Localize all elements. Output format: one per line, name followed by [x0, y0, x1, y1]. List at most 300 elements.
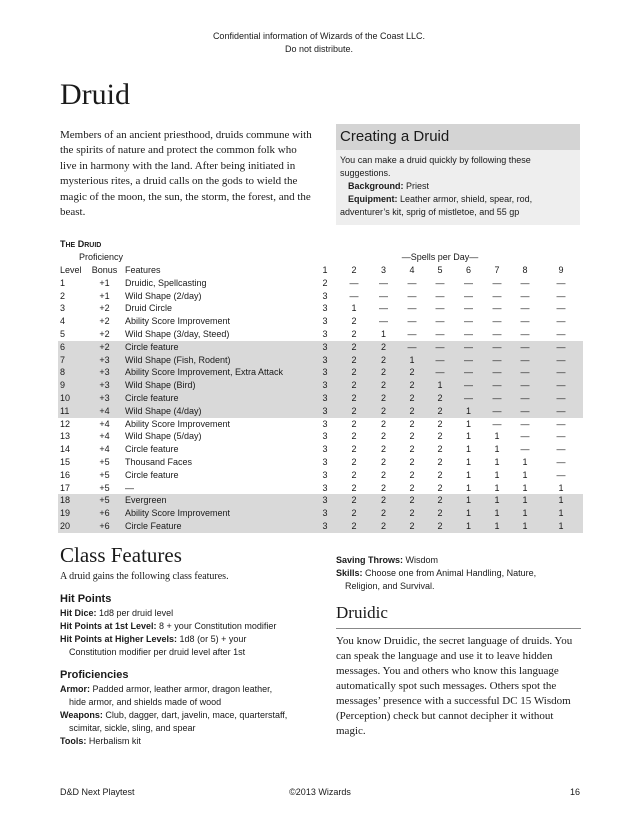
spell-slot-cell: 1: [522, 456, 528, 467]
bonus-cell: +2: [99, 316, 110, 327]
spell-slot-cell: 3: [322, 431, 328, 442]
bonus-cell: +3: [86, 392, 123, 405]
bonus-cell: +4: [86, 405, 123, 418]
spell-slot-cell: 1: [465, 469, 471, 480]
spell-slot-cell: —: [511, 392, 539, 405]
spell-slot-cell: —: [511, 366, 539, 379]
spell-slot-cell: 2: [351, 316, 357, 327]
spell-slot-cell: —: [379, 303, 388, 314]
spell-slot-cell: 2: [398, 392, 426, 405]
spell-slot-cell: 2: [398, 520, 426, 533]
spell-slot-cell: —: [454, 341, 483, 354]
table-row: [58, 507, 583, 520]
level-cell: 1: [60, 277, 66, 288]
column-header-spell-level-7: 7: [494, 265, 500, 275]
spell-slot-cell: —: [379, 290, 388, 301]
saving-throws-label: Saving Throws:: [336, 555, 404, 565]
spell-slot-cell: 2: [369, 354, 398, 367]
spell-slot-cell: 2: [380, 418, 386, 429]
spell-slot-cell: 2: [409, 469, 415, 480]
spell-slot-cell: —: [483, 379, 511, 392]
table-header-row: [58, 264, 583, 277]
saving-throws: [336, 554, 586, 567]
proficiency-header: Proficiency: [79, 252, 124, 262]
spell-slot-cell: —: [454, 354, 483, 367]
spell-slot-cell: —: [464, 303, 473, 314]
column-header-spell-level-6: 6: [465, 265, 471, 275]
spell-slot-cell: 2: [369, 341, 398, 354]
bonus-cell: +1: [99, 290, 110, 301]
spell-slot-cell: —: [556, 328, 566, 339]
table-title-d: D: [77, 239, 85, 249]
column-header-spell-level-9: 9: [558, 265, 564, 275]
spell-slot-cell: —: [435, 328, 445, 339]
table-title-ruid: RUID: [84, 242, 102, 249]
spell-slot-cell: 1: [558, 482, 564, 493]
spell-slot-cell: 2: [351, 418, 357, 429]
spell-slot-cell: —: [511, 354, 539, 367]
features-cell: —: [125, 482, 134, 493]
confidential-notice: [0, 30, 638, 56]
features-cell: Wild Shape (Fish, Rodent): [123, 354, 311, 367]
table-row: [58, 315, 583, 328]
table-row: [58, 418, 583, 431]
saves-and-skills: [336, 554, 586, 593]
table-title-he: HE: [65, 242, 76, 249]
intro-paragraph: Members of an ancient priesthood, druids commune with the spirits of nature and protect the common folk who live in harmony with the land. After being initiated in mysterious rites, a druid calls on the gods to wield the magic of the moon, the sun, the storm, the forest, and the beast.: [60, 129, 312, 219]
spell-slot-cell: —: [520, 277, 530, 288]
spell-slot-cell: —: [483, 354, 511, 367]
spell-slot-cell: 1: [511, 507, 539, 520]
spell-slot-cell: —: [539, 392, 583, 405]
spell-slot-cell: —: [520, 303, 530, 314]
bonus-cell: +1: [99, 277, 110, 288]
armor-label: Armor:: [60, 684, 91, 694]
spell-slot-cell: 1: [511, 520, 539, 533]
spell-slot-cell: 3: [322, 482, 328, 493]
spell-slot-cell: 2: [437, 482, 443, 493]
spell-slot-cell: —: [556, 290, 566, 301]
bonus-cell: +5: [86, 494, 123, 507]
weapons-cont: scimitar, sickle, sling, and spear: [69, 723, 196, 733]
spell-slot-cell: 2: [437, 431, 443, 442]
spell-slot-cell: 1: [465, 482, 471, 493]
tools-proficiency: [60, 735, 320, 748]
spell-slot-cell: —: [556, 277, 566, 288]
armor-value: Padded armor, leather armor, dragon leather,: [92, 684, 273, 694]
level-cell: 14: [60, 444, 71, 455]
hp-higher-value: 1d8 (or 5) + your: [179, 634, 247, 644]
spell-slot-cell: —: [407, 290, 417, 301]
spell-slot-cell: 2: [369, 494, 398, 507]
spell-slot-cell: 3: [322, 303, 328, 314]
spell-slot-cell: 1: [454, 405, 483, 418]
spell-slot-cell: 2: [369, 366, 398, 379]
spell-slot-cell: —: [492, 316, 502, 327]
spell-slot-cell: —: [520, 290, 530, 301]
spell-slot-cell: —: [539, 366, 583, 379]
sidebar-text: You can make a druid quickly by following these suggestions.: [340, 155, 531, 178]
spell-slot-cell: 2: [409, 482, 415, 493]
saving-throws-value: Wisdom: [405, 555, 439, 565]
skills: [336, 567, 586, 580]
hit-points-heading: Hit Points: [60, 593, 112, 605]
table-row: [58, 290, 583, 303]
spell-slot-cell: 2: [409, 456, 415, 467]
spell-slot-cell: 3: [322, 328, 328, 339]
hp-first-value: 8 + your Constitution modifier: [159, 621, 277, 631]
skills-label: Skills:: [336, 568, 363, 578]
hp-first-level: [60, 620, 320, 633]
features-cell: Wild Shape (3/day, Steed): [125, 328, 230, 339]
bonus-cell: +5: [99, 456, 110, 467]
spell-slot-cell: —: [492, 290, 502, 301]
table-row: [58, 430, 583, 443]
spell-slot-cell: —: [556, 444, 566, 455]
spell-slot-cell: —: [435, 303, 445, 314]
spell-slot-cell: 2: [339, 405, 369, 418]
spell-slot-cell: 2: [409, 418, 415, 429]
spell-slot-cell: —: [379, 316, 388, 327]
spell-slot-cell: —: [426, 341, 454, 354]
spell-slot-cell: —: [464, 328, 473, 339]
class-features-left-column: [60, 591, 320, 748]
features-cell: Thousand Faces: [125, 456, 193, 467]
level-cell: 11: [58, 405, 86, 418]
level-cell: 19: [58, 507, 86, 520]
weapons-proficiency: [60, 709, 320, 722]
spell-slot-cell: 3: [311, 405, 339, 418]
level-cell: 12: [60, 418, 71, 429]
table-row: [58, 443, 583, 456]
spell-slot-cell: 3: [322, 469, 328, 480]
level-cell: 7: [58, 354, 86, 367]
table-row: [58, 354, 583, 367]
spell-slot-cell: 2: [426, 494, 454, 507]
spell-slot-cell: —: [511, 405, 539, 418]
spell-slot-cell: 2: [409, 444, 415, 455]
spell-slot-cell: 2: [426, 405, 454, 418]
level-cell: 9: [58, 379, 86, 392]
spell-slot-cell: 1: [465, 456, 471, 467]
spell-slot-cell: —: [492, 303, 502, 314]
spell-slot-cell: 2: [339, 520, 369, 533]
spell-slot-cell: —: [492, 328, 502, 339]
spell-slot-cell: —: [407, 277, 417, 288]
spell-slot-cell: 2: [437, 444, 443, 455]
spell-slot-cell: —: [556, 469, 566, 480]
spell-slot-cell: 2: [380, 469, 386, 480]
spell-slot-cell: 2: [380, 482, 386, 493]
spell-slot-cell: —: [492, 277, 502, 288]
level-cell: 20: [58, 520, 86, 533]
spell-slot-cell: 1: [380, 328, 386, 339]
spell-slot-cell: —: [379, 277, 388, 288]
column-header-spell-level-1: 1: [322, 265, 328, 275]
spell-slot-cell: 3: [322, 290, 328, 301]
druidic-title: Druidic: [336, 602, 581, 629]
page-title: Druid: [60, 78, 130, 111]
spell-slot-cell: 1: [454, 520, 483, 533]
hit-dice-value: 1d8 per druid level: [99, 608, 174, 618]
table-row: [58, 379, 583, 392]
spell-slot-cell: 1: [494, 456, 500, 467]
table-row: [58, 366, 583, 379]
sidebar-title: Creating a Druid: [336, 124, 580, 150]
spell-slot-cell: —: [435, 316, 445, 327]
features-cell: Wild Shape (4/day): [123, 405, 311, 418]
bonus-cell: +2: [99, 328, 110, 339]
spell-slot-cell: —: [398, 341, 426, 354]
spell-slot-cell: 3: [322, 316, 328, 327]
spell-slot-cell: —: [464, 316, 473, 327]
weapons-value: Club, dagger, dart, javelin, mace, quarterstaff,: [105, 710, 288, 720]
spell-slot-cell: 1: [454, 507, 483, 520]
spell-slot-cell: 1: [351, 303, 357, 314]
spell-slot-cell: 3: [311, 520, 339, 533]
spell-slot-cell: 3: [311, 392, 339, 405]
spell-slot-cell: 3: [311, 366, 339, 379]
spell-slot-cell: 2: [426, 520, 454, 533]
hp-first-label: Hit Points at 1st Level:: [60, 621, 157, 631]
level-cell: 6: [58, 341, 86, 354]
spell-slot-cell: 2: [351, 328, 357, 339]
spell-slot-cell: —: [520, 316, 530, 327]
spell-slot-cell: —: [407, 303, 417, 314]
spell-slot-cell: —: [556, 456, 566, 467]
spell-slot-cell: —: [511, 341, 539, 354]
spell-slot-cell: 1: [494, 469, 500, 480]
spell-slot-cell: 1: [465, 444, 471, 455]
table-row: [58, 456, 583, 469]
spell-slot-cell: —: [426, 366, 454, 379]
spell-slot-cell: 2: [380, 444, 386, 455]
spell-slot-cell: 2: [339, 392, 369, 405]
spell-slot-cell: —: [349, 290, 359, 301]
hit-dice: [60, 607, 320, 620]
spell-slot-cell: —: [407, 316, 417, 327]
features-cell: Druidic, Spellcasting: [125, 277, 207, 288]
spell-slot-cell: 3: [322, 456, 328, 467]
table-row: [58, 328, 583, 341]
level-cell: 18: [58, 494, 86, 507]
spell-slot-cell: 1: [494, 482, 500, 493]
spell-slot-cell: —: [454, 379, 483, 392]
column-header-spell-level-8: 8: [522, 265, 528, 275]
spell-slot-cell: 2: [426, 392, 454, 405]
table-row: [58, 341, 583, 354]
spell-slot-cell: —: [483, 405, 511, 418]
confidential-line-1: Confidential information of Wizards of the Coast LLC.: [212, 31, 426, 41]
features-cell: Ability Score Improvement: [125, 316, 231, 327]
spell-slot-cell: —: [556, 303, 566, 314]
level-cell: 2: [60, 290, 66, 301]
spell-slot-cell: —: [483, 392, 511, 405]
table-row: [58, 277, 583, 290]
spell-slot-cell: —: [511, 379, 539, 392]
level-cell: 10: [58, 392, 86, 405]
spell-slot-cell: 2: [322, 277, 328, 288]
spell-slot-cell: 1: [494, 444, 500, 455]
spell-slot-cell: 2: [409, 431, 415, 442]
spell-slot-cell: 1: [483, 494, 511, 507]
spell-slot-cell: —: [407, 328, 417, 339]
column-header-spell-level-3: 3: [380, 265, 386, 275]
column-header-features: Features: [125, 265, 161, 275]
spell-slot-cell: —: [556, 431, 566, 442]
spell-slot-cell: —: [464, 290, 473, 301]
spell-slot-cell: 2: [369, 392, 398, 405]
spell-slot-cell: 3: [322, 444, 328, 455]
hp-higher-label: Hit Points at Higher Levels:: [60, 634, 178, 644]
bonus-cell: +6: [86, 520, 123, 533]
equipment-value: Leather armor, shield, spear, rod,: [400, 194, 533, 204]
spell-slot-cell: 3: [311, 379, 339, 392]
bonus-cell: +2: [86, 341, 123, 354]
spell-slot-cell: 2: [369, 405, 398, 418]
spell-slot-cell: —: [483, 366, 511, 379]
spell-slot-cell: —: [539, 341, 583, 354]
spell-slot-cell: —: [520, 431, 530, 442]
spell-slot-cell: 2: [398, 494, 426, 507]
spell-slot-cell: 2: [380, 431, 386, 442]
bonus-cell: +5: [99, 482, 110, 493]
features-cell: Druid Circle: [125, 303, 173, 314]
spell-slot-cell: —: [349, 277, 359, 288]
spell-slot-cell: 2: [339, 379, 369, 392]
table-title-t: T: [60, 239, 66, 249]
armor-proficiency: [60, 683, 320, 696]
spell-slot-cell: 2: [369, 507, 398, 520]
table-row: [58, 469, 583, 482]
table-row: [58, 482, 583, 495]
features-cell: Evergreen: [123, 494, 311, 507]
spell-slot-cell: 1: [539, 507, 583, 520]
spell-slot-cell: —: [539, 379, 583, 392]
footer-left: D&D Next Playtest: [60, 787, 135, 797]
spell-slot-cell: 1: [483, 507, 511, 520]
tools-value: Herbalism kit: [88, 736, 141, 746]
equipment-label: Equipment:: [348, 194, 398, 204]
spell-slot-cell: 2: [339, 354, 369, 367]
spell-slot-cell: 2: [398, 507, 426, 520]
spell-slot-cell: —: [520, 418, 530, 429]
features-cell: Wild Shape (5/day): [125, 431, 202, 442]
table-row: [58, 302, 583, 315]
spell-slot-cell: 2: [437, 456, 443, 467]
spell-slot-cell: 2: [351, 469, 357, 480]
column-header-spell-level-5: 5: [437, 265, 443, 275]
spell-slot-cell: —: [556, 316, 566, 327]
level-cell: 17: [60, 482, 71, 493]
spell-slot-cell: 2: [351, 444, 357, 455]
features-cell: Circle feature: [123, 392, 311, 405]
spell-slot-cell: 2: [369, 520, 398, 533]
spell-slot-cell: 2: [351, 482, 357, 493]
bonus-cell: +5: [99, 469, 110, 480]
spell-slot-cell: 1: [465, 431, 471, 442]
spell-slot-cell: 2: [339, 366, 369, 379]
features-cell: Circle Feature: [123, 520, 311, 533]
spell-slot-cell: 1: [398, 354, 426, 367]
table-row: [58, 494, 583, 507]
skills-value: Choose one from Animal Handling, Nature,: [365, 568, 537, 578]
column-header-bonus: Bonus: [91, 265, 118, 275]
column-header-level: Level: [60, 265, 82, 275]
sidebar-background: [340, 180, 576, 193]
background-value: Priest: [406, 181, 430, 191]
table-title: [60, 238, 101, 252]
level-cell: 13: [60, 431, 71, 442]
spell-slot-cell: 2: [437, 469, 443, 480]
spell-slot-cell: 3: [311, 507, 339, 520]
creating-a-druid-sidebar: [336, 124, 580, 225]
column-header-spell-level-2: 2: [351, 265, 357, 275]
features-cell: Ability Score Improvement: [125, 418, 231, 429]
table-row: [58, 405, 583, 418]
level-cell: 4: [60, 316, 66, 327]
spell-slot-cell: 2: [380, 456, 386, 467]
spell-slot-cell: 2: [339, 507, 369, 520]
confidential-line-2: Do not distribute.: [284, 44, 354, 54]
spell-slot-cell: —: [556, 418, 566, 429]
spell-slot-cell: 1: [465, 418, 471, 429]
spell-slot-cell: —: [520, 444, 530, 455]
level-cell: 8: [58, 366, 86, 379]
spell-slot-cell: 2: [398, 366, 426, 379]
tools-label: Tools:: [60, 736, 87, 746]
spell-slot-cell: 1: [426, 379, 454, 392]
spell-slot-cell: —: [454, 366, 483, 379]
page-number: 16: [569, 787, 580, 797]
background-label: Background:: [348, 181, 404, 191]
spell-slot-cell: 1: [522, 482, 528, 493]
spell-slot-cell: —: [492, 418, 502, 429]
level-cell: 5: [60, 328, 66, 339]
spell-slot-cell: —: [539, 354, 583, 367]
druid-progression-table: [58, 264, 583, 533]
column-header-spell-level-4: 4: [409, 265, 415, 275]
footer-center: ©2013 Wizards: [289, 787, 351, 797]
spell-slot-cell: —: [454, 392, 483, 405]
spell-slot-cell: —: [426, 354, 454, 367]
spell-slot-cell: 2: [351, 456, 357, 467]
spell-slot-cell: 2: [398, 405, 426, 418]
bonus-cell: +4: [99, 431, 110, 442]
spell-slot-cell: —: [464, 277, 473, 288]
spell-slot-cell: —: [539, 405, 583, 418]
spell-slot-cell: 1: [539, 520, 583, 533]
spell-slot-cell: 2: [398, 379, 426, 392]
level-cell: 15: [60, 456, 71, 467]
features-cell: Ability Score Improvement, Extra Attack: [123, 366, 311, 379]
spell-slot-cell: —: [483, 341, 511, 354]
spell-slot-cell: —: [435, 277, 445, 288]
features-cell: Circle feature: [125, 469, 179, 480]
spell-slot-cell: 2: [339, 494, 369, 507]
bonus-cell: +4: [99, 418, 110, 429]
features-cell: Wild Shape (2/day): [125, 290, 202, 301]
armor-cont: hide armor, and shields made of wood: [69, 697, 222, 707]
features-cell: Circle feature: [123, 341, 311, 354]
bonus-cell: +3: [86, 354, 123, 367]
spell-slot-cell: 2: [351, 431, 357, 442]
druidic-text: You know Druidic, the secret language of druids. You can speak the language and use it to leave hidden messages. You and others who know this language automatically spot such messages. Others spot the messages’ presence with a successful DC 15 Wisdom (Perception) check but cannot decipher it without magic.: [336, 635, 573, 737]
spell-slot-cell: 1: [494, 431, 500, 442]
spell-slot-cell: 3: [311, 354, 339, 367]
spell-slot-cell: 1: [511, 494, 539, 507]
spells-per-day-header: —Spells per Day—: [401, 252, 479, 262]
